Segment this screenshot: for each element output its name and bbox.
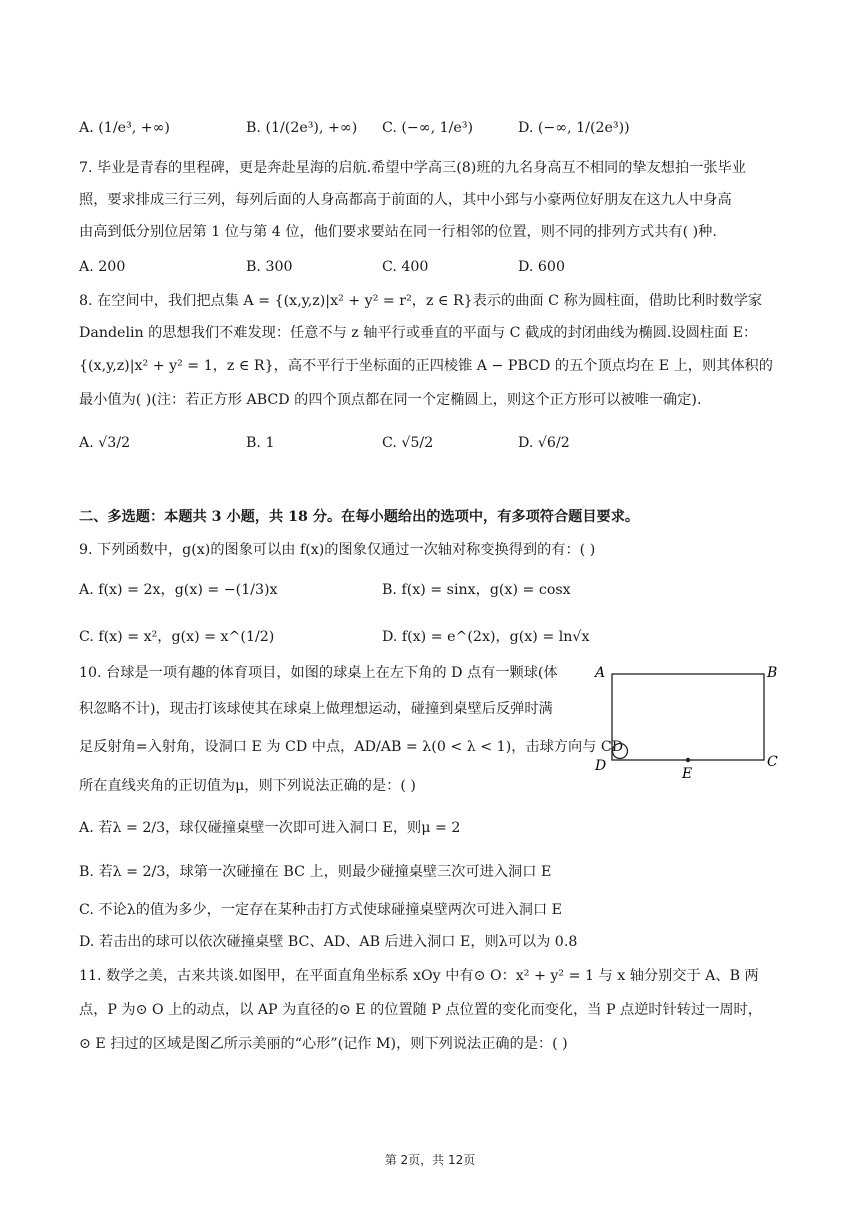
q7-stem-line-3: 由高到低分别位居第 1 位与第 4 位，他们要求要站在同一行相邻的位置，则不同的排列方式共有( )种. xyxy=(79,224,717,240)
billiard-table-figure xyxy=(590,660,790,780)
q8-stem-line-1: 8. 在空间中，我们把点集 A = {(x,y,z)|x² + y² = r²，z ∈ R}表示的曲面 C 称为圆柱面，借助比利时数学家 xyxy=(79,293,763,309)
q10-option-d: D. 若击出的球可以依次碰撞桌壁 BC、AD、AB 后进入洞口 E，则λ可以为 0.8 xyxy=(79,934,578,950)
q7-option-d: D. 600 xyxy=(518,259,565,275)
label-e: E xyxy=(682,766,693,780)
q9-option-d: D. f(x) = e^(2x)，g(x) = ln√x xyxy=(382,629,590,645)
section-2-heading: 二、多选题：本题共 3 小题，共 18 分。在每小题给出的选项中，有多项符合题目要求。 xyxy=(79,509,640,525)
q8-stem-line-3: {(x,y,z)|x² + y² = 1，z ∈ R}，高不平行于坐标面的正四棱锥 A − PBCD 的五个顶点均在 E 上，则其体积的 xyxy=(79,358,773,374)
q8-stem-line-2: Dandelin 的思想我们不难发现：任意不与 z 轴平行或垂直的平面与 C 截成的封闭曲线为椭圆.设圆柱面 E： xyxy=(79,325,758,341)
q7-stem-line-2: 照，要求排成三行三列，每列后面的人身高都高于前面的人，其中小郅与小豪两位好朋友在这九人中身高 xyxy=(79,192,732,208)
q10-stem-line-4: 所在直线夹角的正切值为μ，则下列说法正确的是：( ) xyxy=(79,778,416,794)
label-d: D xyxy=(595,758,607,774)
table-outline xyxy=(612,674,764,760)
q9-option-c: C. f(x) = x²，g(x) = x^(1/2) xyxy=(79,629,275,645)
q6-option-b: B. (1/(2e³), +∞) xyxy=(246,120,358,136)
q10-stem-line-1: 10. 台球是一项有趣的体育项目，如图的球桌上在左下角的 D 点有一颗球(体 xyxy=(79,665,558,681)
q9-option-a: A. f(x) = 2x，g(x) = −(1/3)x xyxy=(79,582,278,598)
q7-option-a: A. 200 xyxy=(79,259,126,275)
q10-stem-line-3: 足反射角=入射角，设洞口 E 为 CD 中点，AD/AB = λ(0 < λ < 1)，击球方向与 CD xyxy=(79,739,624,755)
q7-option-c: C. 400 xyxy=(382,259,429,275)
q9-option-b: B. f(x) = sinx，g(x) = cosx xyxy=(382,582,571,598)
q10-option-b: B. 若λ = 2/3，球第一次碰撞在 BC 上，则最少碰撞桌壁三次可进入洞口 E xyxy=(79,864,552,880)
q11-stem-line-1: 11. 数学之美，古来共谈.如图甲，在平面直角坐标系 xOy 中有⊙ O：x² + y² = 1 与 x 轴分别交于 A、B 两 xyxy=(79,968,759,984)
q11-stem-line-3: ⊙ E 扫过的区域是图乙所示美丽的“心形”(记作 M)，则下列说法正确的是：( ) xyxy=(79,1036,568,1052)
q6-option-d: D. (−∞, 1/(2e³)) xyxy=(518,120,630,136)
q7-option-b: B. 300 xyxy=(246,259,293,275)
page-footer: 第 2页，共 12页 xyxy=(384,1153,476,1167)
label-b: B xyxy=(767,665,778,681)
q6-option-a: A. (1/e³, +∞) xyxy=(79,120,170,136)
pocket-e xyxy=(686,758,690,762)
ball-at-d xyxy=(613,744,628,759)
q8-option-b: B. 1 xyxy=(246,435,275,451)
q11-stem-line-2: 点，P 为⊙ O 上的动点，以 AP 为直径的⊙ E 的位置随 P 点位置的变化而变化，当 P 点逆时针转过一周时， xyxy=(79,1002,762,1018)
q6-option-c: C. (−∞, 1/e³) xyxy=(382,120,474,136)
label-c: C xyxy=(767,754,778,770)
q8-option-d: D. √6/2 xyxy=(518,435,570,451)
q8-option-a: A. √3/2 xyxy=(79,435,131,451)
q7-stem-line-1: 7. 毕业是青春的里程碑，更是奔赴星海的启航.希望中学高三(8)班的九名身高互不相同的挚友想拍一张毕业 xyxy=(79,160,746,176)
q9-stem: 9. 下列函数中，g(x)的图象可以由 f(x)的图象仅通过一次轴对称变换得到的有：( ) xyxy=(79,542,596,558)
q8-stem-line-4: 最小值为( )(注：若正方形 ABCD 的四个顶点都在同一个定椭圆上，则这个正方形可以被唯一确定). xyxy=(79,392,702,408)
q8-option-c: C. √5/2 xyxy=(382,435,434,451)
q10-option-c: C. 不论λ的值为多少，一定存在某种击打方式使球碰撞桌壁两次可进入洞口 E xyxy=(79,902,563,918)
q10-option-a: A. 若λ = 2/3，球仅碰撞桌壁一次即可进入洞口 E，则μ = 2 xyxy=(79,820,461,836)
label-a: A xyxy=(595,665,606,681)
q10-stem-line-2: 积忽略不计)，现击打该球使其在球桌上做理想运动，碰撞到桌壁后反弹时满 xyxy=(79,701,553,717)
